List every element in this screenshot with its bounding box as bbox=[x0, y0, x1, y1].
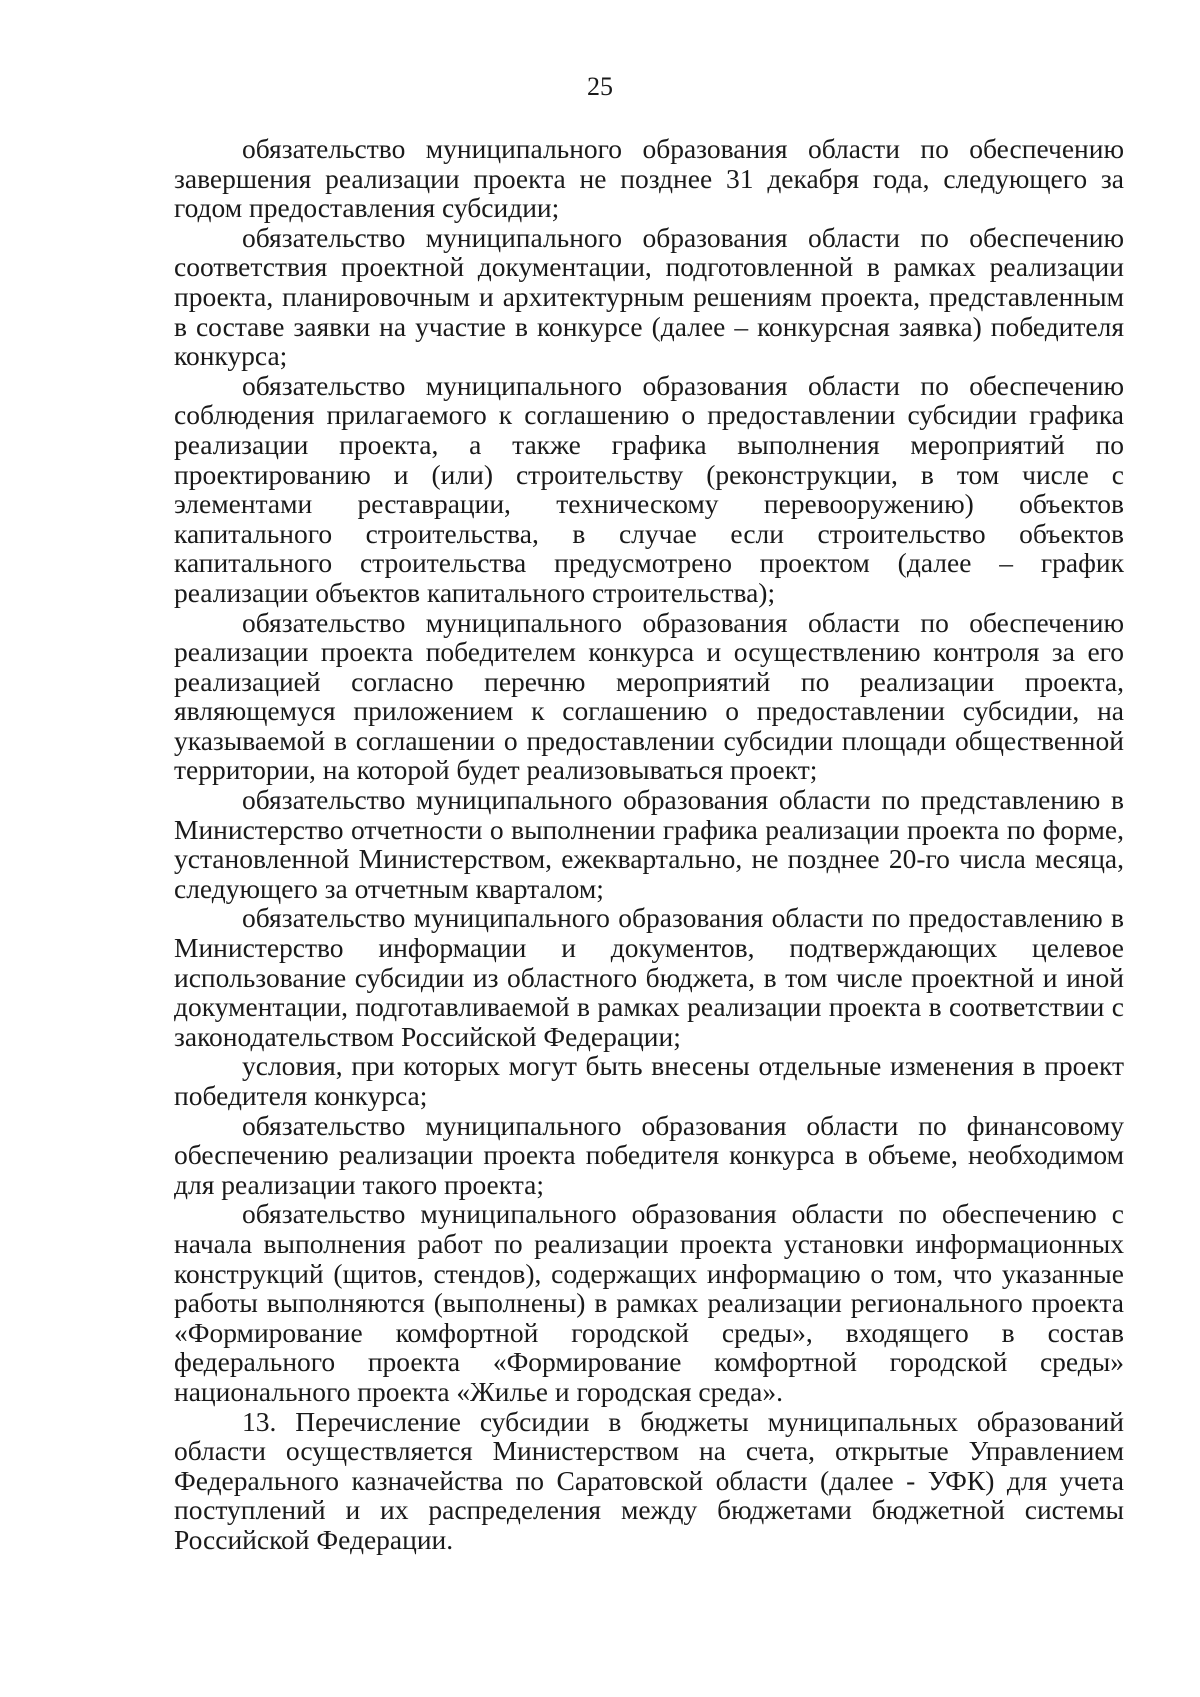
paragraph-implementation-control: обязательство муниципального образования области по обеспечению реализации проекта победителем конкурса и осуществлению контроля за его реализацией согласно перечню мероприятий по реализации проекта, являющемуся приложением к соглашению о предоставлении субсидии, на указываемой в соглашении о предоставлении субсидии площади общественной территории, на которой будет реализовываться проект; bbox=[174, 606, 1124, 786]
paragraph-financing: обязательство муниципального образования области по финансовому обеспечению реализации проекта победителя конкурса в объеме, необходимом для реализации такого проекта; bbox=[174, 1109, 1124, 1200]
paragraph-deadline: обязательство муниципального образования области по обеспечению завершения реализации проекта не позднее 31 декабря года, следующего за годом предоставления субсидии; bbox=[174, 133, 1124, 224]
paragraph-reporting: обязательство муниципального образования области по представлению в Министерство отчетности о выполнении графика реализации проекта по форме, установленной Министерством, ежеквартально, не позднее 20-го числа месяца, следующего за отчетным кварталом; bbox=[174, 784, 1124, 904]
page-number: 25 bbox=[587, 72, 613, 101]
document-body bbox=[174, 134, 1124, 1555]
paragraph-schedule: обязательство муниципального образования области по обеспечению соблюдения прилагаемого к соглашению о предоставлении субсидии графика реализации проекта, а также графика выполнения мероприятий по проектированию и (или) строительству (реконструкции, в том числе с элементами реставрации, техническому перевооружению) объектов капитального строительства, в случае если строительство объектов капитального строительства предусмотрено проектом (далее – график реализации объектов капитального строительства); bbox=[174, 369, 1124, 608]
paragraph-design-docs: обязательство муниципального образования области по обеспечению соответствия проектной документации, подготовленной в рамках реализации проекта, планировочным и архитектурным решениям проекта, представленным в составе заявки на участие в конкурсе (далее – конкурсная заявка) победителя конкурса; bbox=[174, 221, 1124, 372]
paragraph-documents: обязательство муниципального образования области по предоставлению в Министерство информации и документов, подтверждающих целевое использование субсидии из областного бюджета, в том числе проектной и иной документации, подготавливаемой в рамках реализации проекта в соответствии с законодательством Российской Федерации; bbox=[174, 902, 1124, 1052]
paragraph-info-boards: обязательство муниципального образования области по обеспечению с начала выполнения работ по реализации проекта установки информационных конструкций (щитов, стендов), содержащих информацию о том, что указанные работы выполняются (выполнены) в рамках реализации регионального проекта «Формирование комфортной городской среды», входящего в состав федерального проекта «Формирование комфортной городской среды» национального проекта «Жилье и городская среда». bbox=[174, 1198, 1124, 1407]
paragraph-transfer-13: 13. Перечисление субсидии в бюджеты муниципальных образований области осуществляется Министерством на счета, открытые Управлением Федерального казначейства по Саратовской области (далее - УФК) для учета поступлений и их распределения между бюджетами бюджетной системы Российской Федерации. bbox=[174, 1405, 1124, 1555]
paragraph-changes: условия, при которых могут быть внесены отдельные изменения в проект победителя конкурса; bbox=[174, 1050, 1124, 1111]
